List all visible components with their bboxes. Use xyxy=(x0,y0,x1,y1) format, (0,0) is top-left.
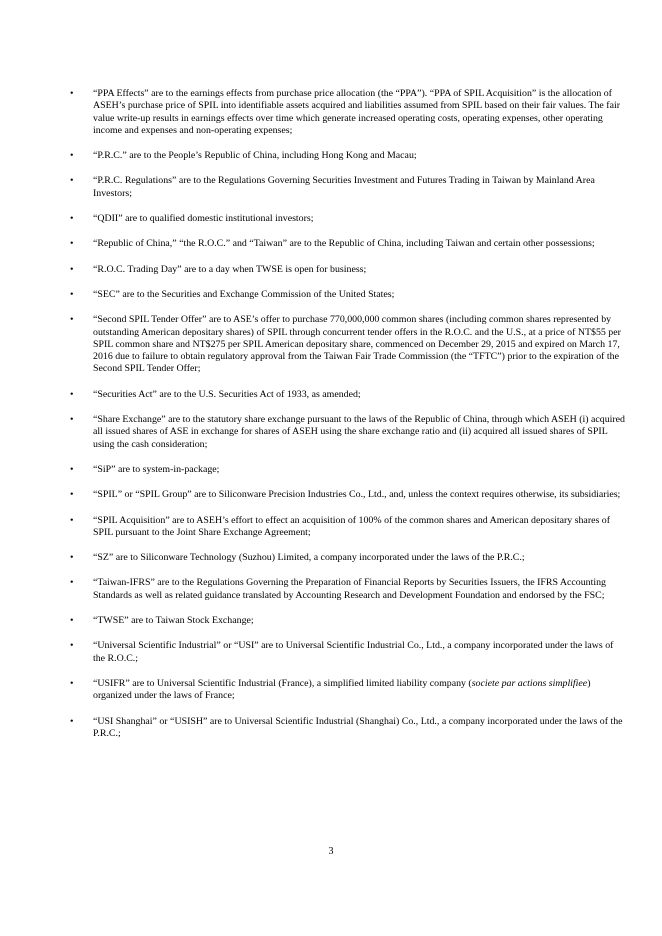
definition-text: “QDII” are to qualified domestic institutional investors; xyxy=(93,213,314,225)
bullet: • xyxy=(70,677,74,689)
definition-item xyxy=(70,88,626,137)
page-number: 3 xyxy=(328,846,334,857)
bullet: • xyxy=(70,175,74,187)
definition-item xyxy=(70,289,626,301)
definition-text-part: ) organized under the laws of France; xyxy=(93,677,591,702)
bullet: • xyxy=(70,640,74,652)
definition-text: “USI Shanghai” or “USISH” are to Universal Scientific Industrial (Shanghai) Co., Ltd., a company incorporated under the laws of the P.R.C.; xyxy=(93,715,623,739)
bullet: • xyxy=(70,88,74,99)
definition-text-italic: societe par actions simplifiee xyxy=(471,677,588,689)
bullet: • xyxy=(70,615,74,627)
definition-item xyxy=(70,150,626,162)
bullet: • xyxy=(70,489,74,501)
definition-item xyxy=(70,264,626,276)
definition-item xyxy=(70,464,626,476)
definition-item xyxy=(70,515,626,540)
definition-item xyxy=(70,552,626,564)
definition-item xyxy=(70,414,626,451)
definition-item xyxy=(70,489,626,501)
definition-text: “SPIL” or “SPIL Group” are to Siliconware Precision Industries Co., Ltd., and, unless the context requires otherwise, its subsidiaries; xyxy=(93,489,621,501)
definition-item xyxy=(70,716,626,741)
definition-text: “Share Exchange” are to the statutory share exchange pursuant to the laws of the Republic of China, through which ASEH (i) acquired all issued shares of ASE in exchange for shares of ASEH using the share exchange ratio and (ii) acquired all issued shares of SPIL using the cash consideration; xyxy=(93,414,625,450)
definition-text: “PPA Effects” are to the earnings effects from purchase price allocation (the “PPA”). “PPA of SPIL Acquisition” is the allocation of ASEH’s purchase price of SPIL into identifiable assets acquired and liabilities assumed from SPIL based on their fair values. The fair value write-up results in earnings effects over time which generate increased operating costs, operating expenses, other operating income and expenses and non-operating expenses; xyxy=(93,88,620,136)
definition-text: “Republic of China,” “the R.O.C.” and “Taiwan” are to the Republic of China, including Taiwan and certain other possessions; xyxy=(93,238,595,250)
definition-item xyxy=(70,175,626,200)
definitions-list xyxy=(70,88,626,753)
definition-item xyxy=(70,615,626,627)
definition-item xyxy=(70,577,626,602)
definition-text-part: “USIFR” are to Universal Scientific Industrial (France), a simplified limited liability company ( xyxy=(93,677,472,689)
bullet: • xyxy=(70,150,74,162)
definition-item xyxy=(70,389,626,401)
definition-item xyxy=(70,640,626,665)
definition-text: “TWSE” are to Taiwan Stock Exchange; xyxy=(93,615,254,627)
bullet: • xyxy=(70,288,74,300)
definition-text: “R.O.C. Trading Day” are to a day when TWSE is open for business; xyxy=(93,263,367,275)
bullet: • xyxy=(70,715,74,727)
definition-text: “P.R.C.” are to the People’s Republic of China, including Hong Kong and Macau; xyxy=(93,150,417,162)
definition-text: “SZ” are to Siliconware Technology (Suzhou) Limited, a company incorporated under the laws of the P.R.C.; xyxy=(93,552,525,564)
definition-item xyxy=(70,678,626,703)
definition-text: “SPIL Acquisition” are to ASEH’s effort to effect an acquisition of 100% of the common shares and American depositary shares of SPIL pursuant to the Joint Share Exchange Agreement; xyxy=(93,514,611,538)
bullet: • xyxy=(70,552,74,564)
bullet: • xyxy=(70,577,74,589)
definition-text: “P.R.C. Regulations” are to the Regulations Governing Securities Investment and Futures Trading in Taiwan by Mainland Area Investors; xyxy=(93,175,595,199)
definition-text: “Taiwan-IFRS” are to the Regulations Governing the Preparation of Financial Reports by Securities Issuers, the IFRS Accounting Standards as well as related guidance translated by Accounting Research and Development Foundation and endorsed by the FSC; xyxy=(93,577,606,601)
definition-text xyxy=(93,678,590,701)
definition-text: “Second SPIL Tender Offer” are to ASE’s offer to purchase 770,000,000 common shares (including common shares represented by outstanding American depositary shares) of SPIL through concurrent tender offers in the R.O.C. and the U.S., at a price of NT$55 per SPIL common share and NT$275 per SPIL American depositary share, commenced on December 29, 2015 and expired on March 17, 2016 due to failure to obtain regulatory approval from the Taiwan Fair Trade Commission (the “TFTC”) prior to the expiration of the Second SPIL Tender Offer; xyxy=(93,314,621,375)
bullet: • xyxy=(70,463,74,475)
definition-item xyxy=(70,213,626,225)
bullet: • xyxy=(70,414,74,426)
bullet: • xyxy=(70,514,74,526)
definition-text: “SiP” are to system-in-package; xyxy=(93,463,220,475)
definition-text: “SEC” are to the Securities and Exchange Commission of the United States; xyxy=(93,288,395,300)
definition-item xyxy=(70,238,626,250)
definition-text: “Universal Scientific Industrial” or “USI” are to Universal Scientific Industrial Co., Ltd., a company incorporated under the laws of the R.O.C.; xyxy=(93,640,614,664)
definition-text: “Securities Act” are to the U.S. Securities Act of 1933, as amended; xyxy=(93,388,361,400)
bullet: • xyxy=(70,238,74,250)
bullet: • xyxy=(70,388,74,400)
bullet: • xyxy=(70,213,74,225)
definition-item xyxy=(70,314,626,375)
bullet: • xyxy=(70,314,74,326)
bullet: • xyxy=(70,263,74,275)
